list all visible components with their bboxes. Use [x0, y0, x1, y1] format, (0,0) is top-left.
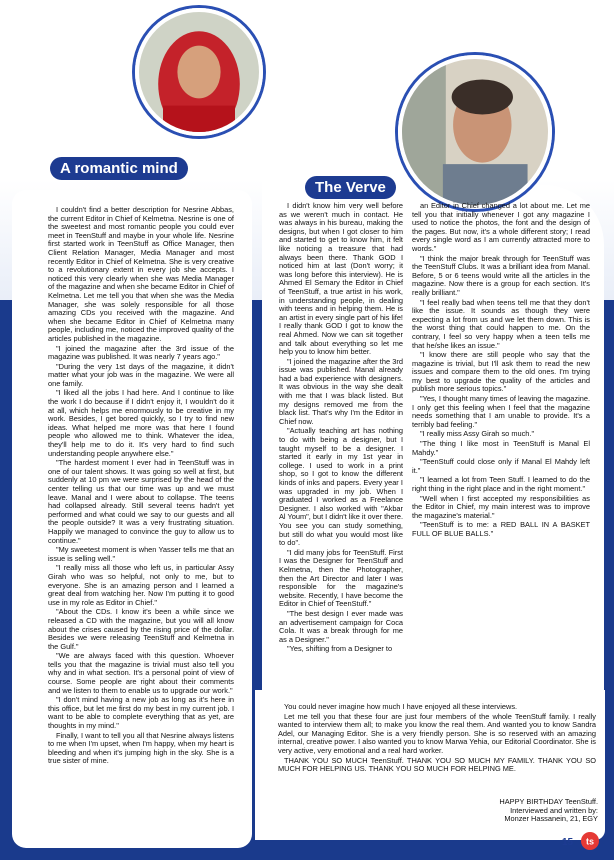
teenstuff-logo — [580, 831, 600, 851]
paragraph: Let me tell you that these four are just four members of the whole TeenStuff family. I really wanted to interview them all; to make you know the real them. And wanted you to know Sandra Adel, our Managing Editor. She is a very friendly person. She is so reserved with an amazing internal, creative power. I also wanted you to know Marwa Yehia, our Editorial Coordinator. She is very active, very emotional and a real hard worker. — [278, 711, 596, 755]
left-article-heading: A romantic mind — [50, 157, 188, 180]
paragraph: "We are always faced with this question. Whoever tells you that the magazine is trivial must also tell you why and in what section. It's a personal point of view of course. Some people are right about their comments and we listen to them to enable us to upgrade our work." — [48, 651, 234, 695]
paragraph: "The best design I ever made was an advertisement campaign for Coca Cola. It was a break through for me as a Designer." — [279, 608, 403, 644]
paragraph: "During the very 1st days of the magazine, it didn't matter what your job was in the magazine. We were all one family. — [48, 361, 234, 388]
paragraph: "TeenStuff could close only if Manal El Mahdy left it." — [412, 457, 590, 475]
paragraph: You could never imagine how much I have enjoyed all these interviews. — [284, 702, 518, 711]
paragraph: "TeenStuff is to me: a RED BALL IN A BASKET FULL OF BLUE BALLS." — [412, 520, 590, 538]
paragraph: "I joined the magazine after the 3rd issue of the magazine was published. It was nearly 7 years ago." — [48, 343, 234, 362]
paragraph: "The thing I like most in TeenStuff is Manal El Mahdy." — [412, 439, 590, 457]
paragraph: I didn't know him very well before as we weren't much in contact. He was always in his bureau, making the designs, but when I got closer to him and started to get to know him, it felt like noticing a treasure that had always been there. Thank GOD I noticed him at last (Don't worry; it was long before this interview). He is Ahmed El Semary the Editor in Chief of TeenStuff, a true artist in his work, in understanding people, in dealing with teens and in helping them. He is an artist in every single part of his life! I really thank GOD I got to know the real Ahmed. Now we can sit together and talk about everything so let me help you to know him better. — [279, 201, 403, 357]
signature-line: Monzer Hassanein, 21, EGY — [504, 814, 598, 824]
paragraph: "I don't mind having a new job as long as it's here in this office, but let me first do my best in my current job. I want to be able to complete everything that as yet, are thoughts in my mind." — [48, 695, 234, 731]
paragraph: "I know there are still people who say that the magazine is trivial, but I'll ask them to read the new issues and compare them to the old ones. I'm trying my best to upgrade the quality of the articles and publish more serious topics." — [412, 350, 590, 394]
signature-line: Interviewed and written by: — [510, 805, 598, 815]
paragraph: "I feel really bad when teens tell me that they don't like the issue. It sounds as though they were expecting a lot from us and we let them down. This is the worst thing that could happen to me. On the contrary, I feel so very happy when a teen tells me that he/she likes an issue." — [412, 297, 590, 350]
paragraph: "Yes, shifting from a Designer to — [287, 644, 393, 654]
paragraph: "I liked all the jobs I had here. And I continue to like the work I do because if I didn't enjoy it, I wouldn't do it at all, which helps me enormously to be creative in my work. Besides, I get bored quickly, so I try to find new ideas. What helped me more was that here I found people who allowed me to think. Whatever the idea, they'll help me to do it. It's very hard to find such understanding people anywhere else." — [48, 388, 234, 458]
signature-block — [470, 798, 598, 824]
middle-article-heading: The Verve — [305, 176, 396, 199]
page-number: 15 — [562, 837, 574, 848]
paragraph: "I really miss all those who left us, in particular Assy Girah who was so helpful, not only to me, but to everyone. She is an amazing person and I learned a great deal from watching her. Now I'm putting it to good use in my role as Editor in Chief." — [48, 563, 234, 607]
paragraph: THANK YOU SO MUCH TeenStuff. THANK YOU SO MUCH MY FAMILY. THANK YOU SO MUCH FOR HELPING US. THANK YOU SO MUCH FOR HELPING ME. — [278, 755, 596, 774]
paragraph: "I really miss Assy Girah so much." — [420, 429, 535, 439]
paragraph: "About the CDs. I know it's been a while since we released a CD with the magazine, but you will all know about the crises caused by the rising price of the dollar. Besides we were releasing TeenStuff and Kelmetna in the Gulf." — [48, 607, 234, 651]
svg-text:ts: ts — [585, 836, 595, 847]
right-article-body — [412, 202, 590, 540]
signature-line: HAPPY BIRTHDAY TeenStuff. — [499, 797, 598, 806]
paragraph: "Well when I first accepted my responsibilities as the Editor in Chief, my main interest was to improve the magazine's material." — [412, 493, 590, 520]
paragraph: "I think the major break through for TeenStuff was the TeenStuff Clubs. It was a brilliant idea from Manal. Before, 5 or 6 teens would write all the articles in the magazine. Now there is a group for each section. It's really brilliant." — [412, 253, 590, 297]
paragraph: I couldn't find a better description for Nesrine Abbas, the current Editor in Chief of Kelmetna. Nesrine is one of the sweetest and most romantic people you could ever meet in TeenStuff and maybe in your whole life. Nesrine first started work in TeenStuff as Office Manager, then Client Relation Manager, Media Manager and most recently Editor in Chief of Kelmetna. She is very creative to a revolutionary extent in every job she accepts. I noticed this very clearly when she was Media Manager of the magazine and when she became Editor in Chief of Kelmetna. Let me tell you that when she was the Media Manager, she was solely responsible for all those amazing CDs you received with the magazine. And when she became Editor in Chief of Kelmetna many people, including me, noticed the improved quality of the articles published in the magazine. — [48, 205, 234, 343]
middle-article-body — [279, 202, 403, 655]
portrait-photo-man — [398, 55, 552, 209]
paragraph: "My sweetest moment is when Yasser tells me that an issue is selling well." — [48, 545, 234, 563]
paragraph: "I did many jobs for TeenStuff. First I was the Designer for TeenStuff and Kelmetna, then the Photographer, then the Art Director and later I was responsible for the magazine's website. Recently, I have become the Editor in Chief of TeenStuff." — [279, 547, 403, 609]
portrait-photo-woman — [135, 8, 263, 136]
left-article-body — [48, 206, 234, 767]
paragraph: an Editor in Chief changed a lot about me. Let me tell you that initially whenever I got any magazine I used to notice the photos, the font and the design of the pages. But now, it's a whole different story; I read every single word as I am currently attracted more to words." — [412, 201, 590, 253]
closing-text — [278, 703, 596, 775]
paragraph: "The hardest moment I ever had in TeenStuff was in one of our talent shows. It was going so well at first, but suddenly at 10 pm we were surprised by the head of the center telling us that our time was up and we must leave. Manal and I were about to collapse. The teens had collapsed already. Still several teens hadn't yet performed and what could we say to our guests and all the people outside? It was a very frustrating situation. Happily we managed to convince the guy to allow us to continue." — [48, 458, 234, 545]
paragraph: "Actually teaching art has nothing to do with being a designer, but I taught myself to be a designer. I started it early in my 1st year in college. I used to work in a print shop, so I got to know the different kinds of inks and papers. Every year I was upgraded in my job. When I graduated I worked as a Freelance Designer. I also worked with "Akbar Al Youm", but I didn't like it over there. You see you can study something, but still do what you would most like to do". — [279, 426, 403, 548]
paragraph: Finally, I want to tell you all that Nesrine always listens to me when I'm upset, when I'm happy, when my heart is bleeding and when it's jumping high in the sky. She is a true sister of mine. — [48, 730, 234, 766]
paragraph: "I joined the magazine after the 3rd issue was published. Manal already had a bad experience with designers. It was obvious in the way she dealt with me that I was black listed. But my designs removed me from the black list. That's why I'm the Editor in Chief now. — [279, 356, 403, 426]
paragraph: "I learned a lot from Teen Stuff. I learned to do the right thing in the right place and in the right moment." — [412, 475, 590, 493]
paragraph: "Yes, I thought many times of leaving the magazine. I only get this feeling when I feel that the magazine needs something that I am unable to provide. It's a terribly bad feeling." — [412, 394, 590, 429]
